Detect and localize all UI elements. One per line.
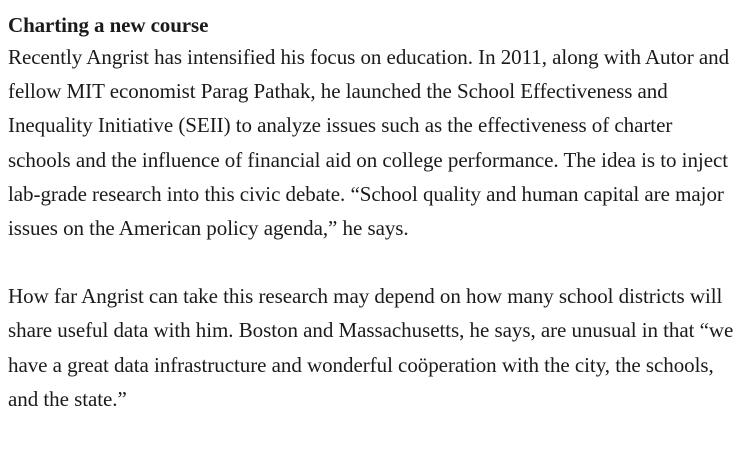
section-heading: Charting a new course [8,13,209,37]
paragraph-seii: Recently Angrist has intensified his focus on education. In 2011, along with Autor and fellow MIT economist Parag Pathak, he launched the School Effectiveness and Inequality Initiative (SEII) to analyze issues such as the effectiveness of charter schools and the influence of financial aid on college performance. The idea is to inject lab-grade research into this civic debate. “School quality and human capital are major issues on the American policy agenda,” he says. [8,45,730,241]
article-body [8,10,736,416]
paragraph-data-sharing: How far Angrist can take this research may depend on how many school districts will share useful data with him. Boston and Massachusetts, he says, are unusual in that “we have a great data infrastructure and wonderful coöperation with the city, the schools, and the state.” [8,284,734,411]
